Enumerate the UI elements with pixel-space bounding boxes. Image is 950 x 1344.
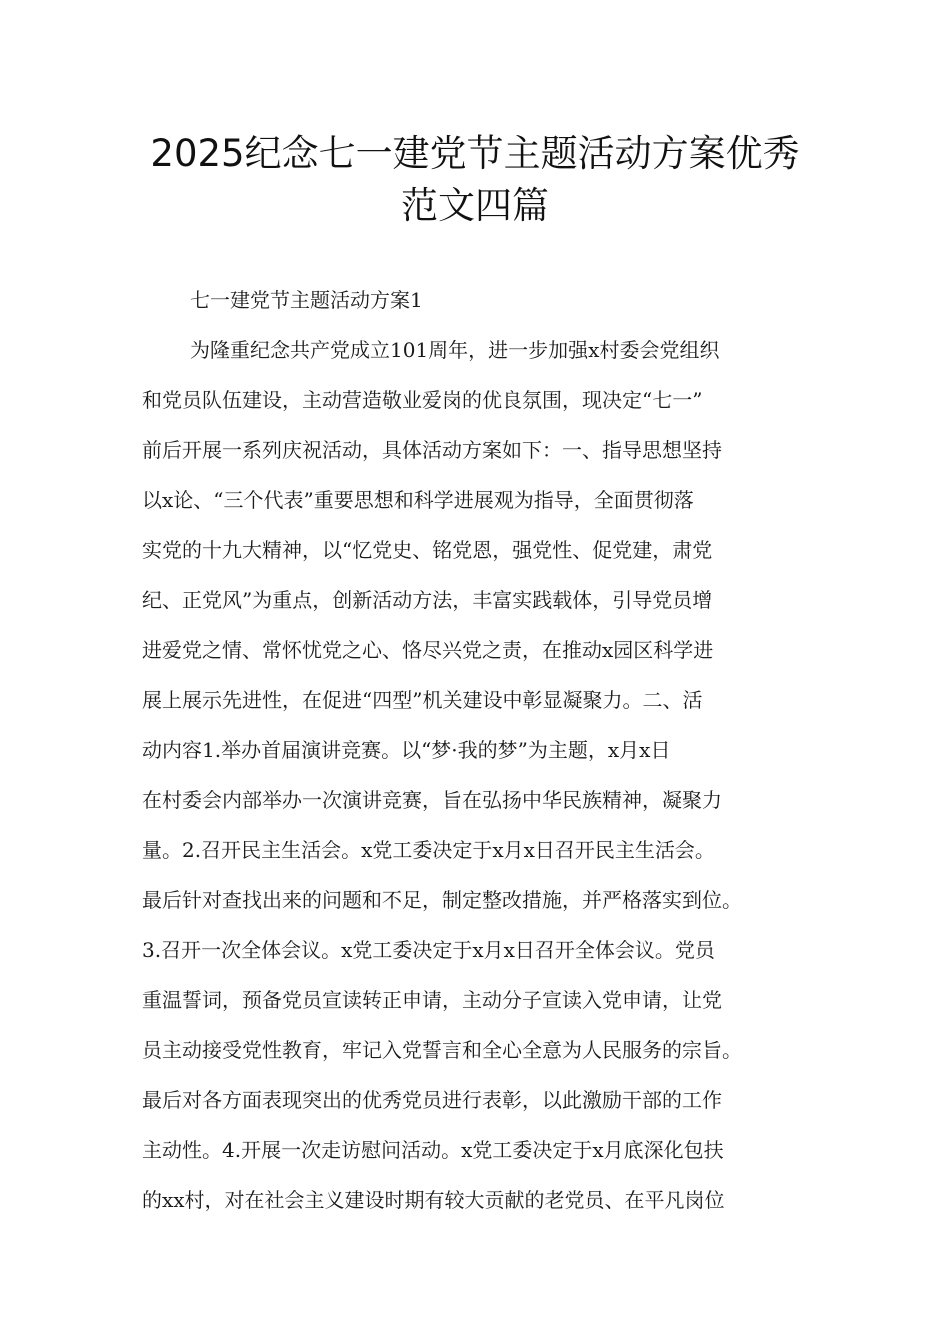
body-line-5: 实党的十九大精神，以“忆党史、铭党恩，强党性、促党建，肃党 — [142, 538, 713, 562]
body-line-3: 前后开展一系列庆祝活动，具体活动方案如下：一、指导思想坚持 — [142, 438, 722, 462]
body-line-17: 主动性。4.开展一次走访慰问活动。x党工委决定于x月底深化包扶 — [142, 1138, 724, 1162]
document-title-line-1: 2025纪念七一建党节主题活动方案优秀 — [150, 132, 800, 175]
body-line-2: 和党员队伍建设，主动营造敬业爱岗的优良氛围，现决定“七一” — [142, 388, 703, 412]
body-line-1: 为隆重纪念共产党成立101周年，进一步加强x村委会党组织 — [190, 338, 720, 362]
body-line-18: 的xx村，对在社会主义建设时期有较大贡献的老党员、在平凡岗位 — [142, 1188, 725, 1212]
section-heading: 七一建党节主题活动方案1 — [190, 288, 423, 312]
body-line-8: 展上展示先进性，在促进“四型”机关建设中彰显凝聚力。二、活 — [142, 688, 703, 712]
body-line-14: 重温誓词，预备党员宣读转正申请，主动分子宣读入党申请，让党 — [142, 988, 722, 1012]
body-line-11: 量。2.召开民主生活会。x党工委决定于x月x日召开民主生活会。 — [142, 838, 715, 862]
body-line-13: 3.召开一次全体会议。x党工委决定于x月x日召开全体会议。党员 — [142, 938, 715, 962]
body-line-10: 在村委会内部举办一次演讲竞赛，旨在弘扬中华民族精神，凝聚力 — [142, 788, 722, 812]
document-title-line-2: 范文四篇 — [401, 184, 549, 227]
body-line-6: 纪、正党风”为重点，创新活动方法，丰富实践载体，引导党员增 — [142, 588, 713, 612]
body-line-4: 以x论、“三个代表”重要思想和科学进展观为指导，全面贯彻落 — [142, 488, 694, 512]
body-line-15: 员主动接受党性教育，牢记入党誓言和全心全意为人民服务的宗旨。 — [142, 1038, 742, 1062]
body-line-9: 动内容1.举办首届演讲竞赛。以“梦·我的梦”为主题，x月x日 — [142, 738, 671, 762]
body-line-16: 最后对各方面表现突出的优秀党员进行表彰，以此激励干部的工作 — [142, 1088, 722, 1112]
body-line-7: 进爱党之情、常怀忧党之心、恪尽兴党之责，在推动x园区科学进 — [142, 638, 714, 662]
body-line-12: 最后针对查找出来的问题和不足，制定整改措施，并严格落实到位。 — [142, 888, 742, 912]
